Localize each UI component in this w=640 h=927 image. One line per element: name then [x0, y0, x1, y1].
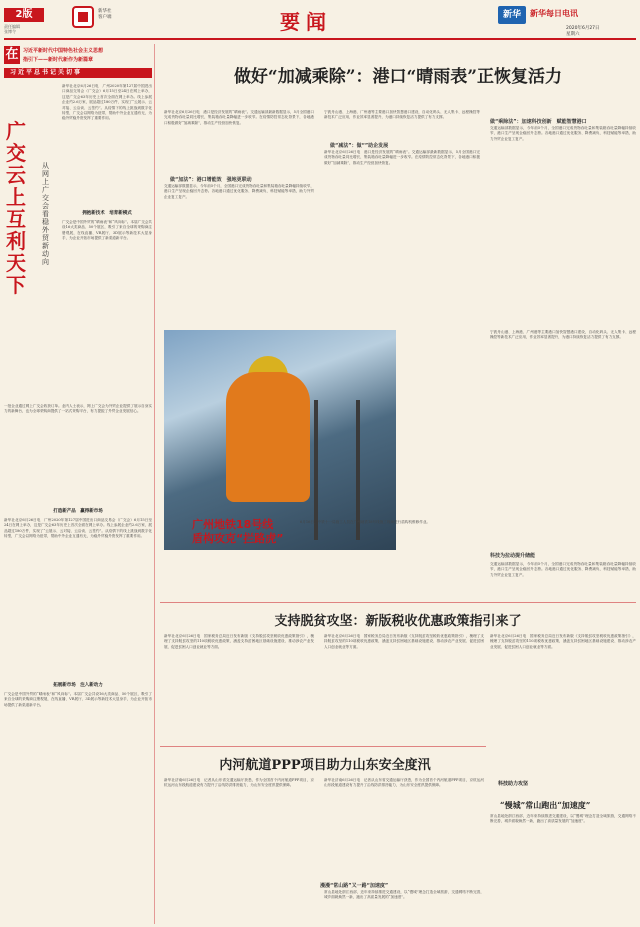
banner-line-1: 习近平新时代中国特色社会主义思想 — [23, 48, 104, 54]
editor-name: 张博令 — [4, 29, 16, 34]
paper-logo: 新华 — [498, 6, 526, 24]
policy-headline[interactable]: 支持脱贫攻坚：新版税收优惠政策指引来了 — [274, 614, 522, 629]
policy-body-b: 新华社北京6月26日电 国家税务总局近日发布新版《支持脱贫攻坚税收优惠政策指引》，梳理了支持脱贫攻坚的110项税收优惠政策，涵盖支持贫困地区基础设施建设、推动涉农产业发展、促进贫困人口创业就业等方面。 — [324, 634, 484, 649]
xinhua-app-logo-icon[interactable] — [72, 6, 94, 28]
right-body-b: 交通运输部数据显示，今年前5个月，全国港口完成货物吞吐量和集装箱吞吐量降幅持续收窄，港口生产呈现企稳回升态势。各地港口通过优化服务、降费减负、科技赋能等举措，助力外贸企业复工复产。 — [490, 562, 636, 577]
section-head-1: 拥抱新技术 培育新模式 — [82, 211, 132, 216]
editor-label: 责任编辑 — [4, 24, 20, 29]
right-lead: 科技助力攻坚 — [498, 781, 529, 787]
right-body-a: 宁波舟山港、上海港、广州港等主要港口加快智慧港口建设，自动化码头、无人集卡、远程操控等新技术广泛应用，作业效率显著提升，为港口持续恢复活力提供了有力支撑。 — [490, 330, 636, 340]
main-body-a: 新华社北京6月26日电 港口是经济发展的“晴雨表”。交通运输部最新数据显示，5月全国港口完成货物吞吐量同比增长，集装箱吞吐量降幅进一步收窄。在疫情防控常态化背景下，各地港口积极做好“加减乘除”，推动生产经营加快恢复。 — [164, 110, 314, 125]
feature-body-e: 广交会是中国外贸的“晴雨表”和“风向标”。本届广交会共设16大类商品、50个展区，吸引了来自全球的采购商注册观展，在线直播、VR展厅、3D展示等新技术大显身手，为企业开拓市场提供了新渠道新平台。 — [4, 692, 152, 707]
feature-body-d: 新华社北京6月26日电 广州2020年第127届中国进出口商品交易会（广交会）6月15日至24日在网上举办，这是广交会63年历史上首次全面在网上举办。线上参展企业约2.6万家，展品超过180万件，实现了“云展示、云对接、云洽谈、云签约”。从疫情下的线上挑战到数字化转型，广交会以网络为纽带，帮助中外企业互通有无，为稳外贸稳外资发挥了重要作用。 — [4, 518, 152, 539]
sub-headline-add: 做“加法”：港口增能效 强地更联动 — [170, 177, 252, 183]
feature-title-part2[interactable]: 互利天下 — [6, 207, 26, 297]
column-banner — [4, 44, 152, 78]
date-text: 2020年6月27日 — [566, 26, 600, 31]
main-body-d: 新华社北京6月26日电 港口是经济发展的“晴雨表”。交通运输部最新数据显示，5月全国港口完成货物吞吐量同比增长，集装箱吞吐量降幅进一步收窄。在疫情防控常态化背景下，各地港口积极做好“加减乘除”，推动生产经营加快恢复。 — [324, 150, 480, 165]
feature-subtitle: 从网上广交会看稳外贸新动向 — [42, 162, 49, 266]
feature-body-a: 新华社北京6月26日电 广州2020年第127届中国进出口商品交易会（广交会）6月15日至24日在网上举办，这是广交会63年历史上首次全面在网上举办。线上参展企业约2.6万家，展品超过180万件，实现了“云展示、云对接、云洽谈、云签约”。从疫情下的线上挑战到数字化转型，广交会以网络为纽带，帮助中外企业互通有无，为稳外贸稳外资发挥了重要作用。 — [62, 84, 152, 121]
page-header — [0, 0, 640, 40]
app-label-line2: 客户端 — [98, 15, 112, 20]
header-rule — [4, 38, 636, 40]
left-column — [4, 44, 152, 924]
banner-line-2: 指引下——新时代新作为新篇章 — [23, 57, 94, 63]
column-divider — [154, 44, 155, 924]
ppp-body-b: 新华社济南6月26日电 记者从山东省交通运输厅获悉，作为全国首个内河航道PPP项目，京杭运河山东段航道建设有力提升了沿线防洪排涝能力，为山东安全度汛提供保障。 — [324, 778, 484, 788]
feature-body-c: 一批企业通过网上广交会收获订单。业内人士表示，网上广交会为外贸企业提供了展示自身实力的新舞台，也为全球采购商提供了一站式采购平台，有力提振了外贸企业发展信心。 — [4, 404, 152, 414]
paper-name: 新华每日电讯 — [530, 9, 578, 18]
ppp-body-a: 新华社济南6月26日电 记者从山东省交通运输厅获悉，作为全国首个内河航道PPP项目，京杭运河山东段航道建设有力提升了沿线防洪排涝能力，为山东安全度汛提供保障。 — [164, 778, 314, 788]
app-label[interactable] — [98, 9, 112, 21]
main-headline[interactable]: 做好“加减乘除”：港口“晴雨表”正恢复活力 — [233, 67, 563, 87]
section-head-2: 打造新产品 赢得新市场 — [53, 509, 103, 514]
ppp-headline[interactable]: 内河航道PPP项目助力山东安全度汛 — [219, 758, 431, 773]
banner-bar: 习近平总书记关切事 — [4, 68, 152, 78]
worker-figure — [226, 372, 310, 502]
ppp-body-c: 常山县地处浙江西部，近年来持续推进交通建设，以“慢城”理念打造全域旅游，交通网络不断完善，城乡面貌焕然一新，跑出了高质量发展的“加速度”。 — [324, 890, 484, 900]
news-photo[interactable] — [164, 330, 396, 550]
right-subheadline[interactable]: “慢城”常山跑出“加速度” — [500, 800, 591, 810]
photo-caption-small: 6月16日，中铁十一局施工人员在广州地铁18号线施工现场进行盾构机维修作业。 — [300, 520, 431, 524]
policy-body-a: 新华社北京6月26日电 国家税务总局近日发布新版《支持脱贫攻坚税收优惠政策指引》，梳理了支持脱贫攻坚的110项税收优惠政策，涵盖支持贫困地区基础设施建设、推动涉农产业发展、促进贫困人口创业就业等方面。 — [164, 634, 314, 649]
main-body-c: 宁波舟山港、上海港、广州港等主要港口加快智慧港口建设，自动化码头、无人集卡、远程操控等新技术广泛应用，作业效率显著提升，为港口持续恢复活力提供了有力支撑。 — [324, 110, 480, 120]
feature-title-part1[interactable]: 广交云上 — [6, 119, 26, 209]
banner-zai-mark: 在 — [5, 47, 19, 62]
sub-headline-tech: 科技为拉动提升储能 — [490, 553, 536, 559]
paper-date — [566, 26, 600, 38]
section-title: 要闻 — [280, 10, 332, 34]
sub-headline-multiply: 做“乘除法”：加速科技创新 赋能智慧港口 — [490, 119, 587, 125]
ladder — [314, 400, 360, 540]
editor-info — [4, 24, 20, 34]
main-body-b: 交通运输部数据显示，今年前5个月，全国港口完成货物吞吐量和集装箱吞吐量降幅持续收窄，港口生产呈现企稳回升态势。各地港口通过优化服务、降费减负、科技赋能等举措，助力外贸企业复工复产。 — [164, 184, 314, 199]
sub-headline-changshan: 漫漫“常山路”又一路“加速度” — [320, 883, 389, 889]
app-label-line1: 新华社 — [98, 9, 112, 14]
section-head-3: 拓展新市场 注入新动力 — [53, 683, 103, 688]
weekday-text: 星期六 — [566, 32, 580, 37]
section-rule-2 — [160, 746, 486, 747]
policy-body-c: 新华社北京6月26日电 国家税务总局近日发布新版《支持脱贫攻坚税收优惠政策指引》，梳理了支持脱贫攻坚的110项税收优惠政策，涵盖支持贫困地区基础设施建设、推动涉农产业发展、促进贫困人口创业就业等方面。 — [490, 634, 636, 649]
page-number-badge: 2版 — [4, 8, 44, 22]
right-body-c: 常山县地处浙江西部，近年来持续推进交通建设，以“慢城”理念打造全域旅游，交通网络不断完善，城乡面貌焕然一新，跑出了高质量发展的“加速度”。 — [490, 814, 636, 824]
photo-caption-title — [192, 518, 283, 546]
section-rule-1 — [160, 602, 636, 603]
main-body-e: 交通运输部数据显示，今年前5个月，全国港口完成货物吞吐量和集装箱吞吐量降幅持续收窄，港口生产呈现企稳回升态势。各地港口通过优化服务、降费减负、科技赋能等举措，助力外贸企业复工复产。 — [490, 126, 636, 141]
sub-headline-subtract: 做“减法”：做“”助企发展 — [330, 143, 389, 149]
feature-body-b: 广交会是中国外贸的“晴雨表”和“风向标”。本届广交会共设16大类商品、50个展区，吸引了来自全球的采购商注册观展，在线直播、VR展厅、3D展示等新技术大显身手，为企业开拓市场提供了新渠道新平台。 — [62, 220, 152, 241]
photo-caption-line1: 广州地铁18号线 — [192, 518, 274, 531]
photo-caption-line2: 盾构攻克“拦路虎” — [192, 532, 284, 545]
